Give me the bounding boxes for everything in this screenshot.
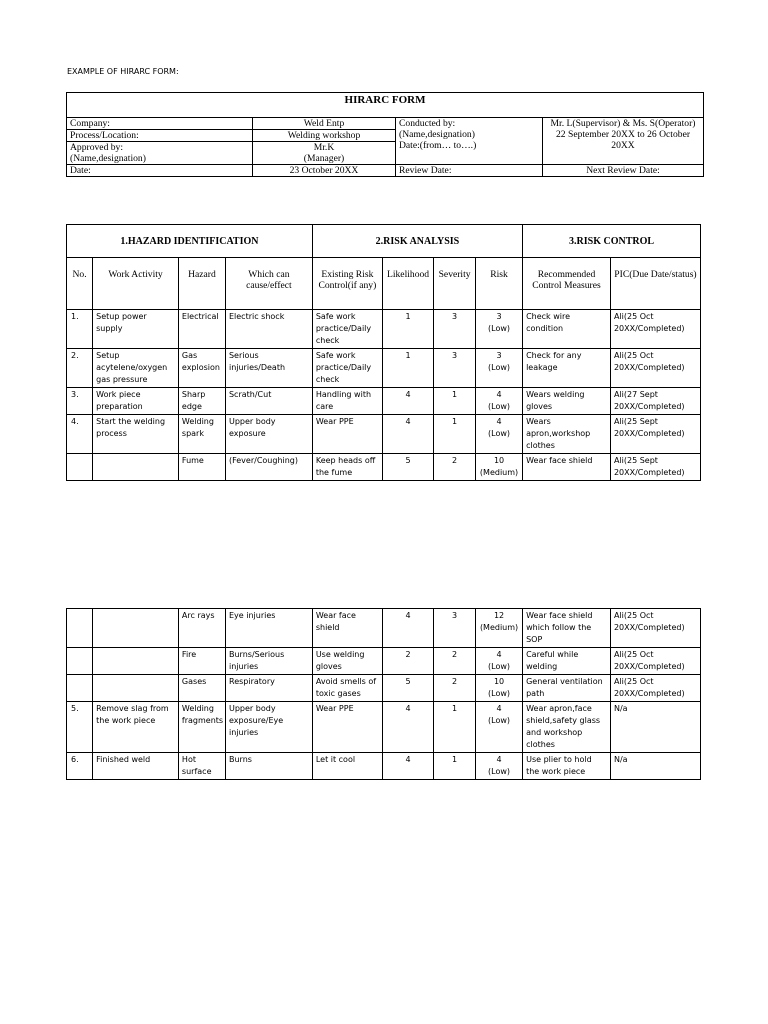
row-pic: Ali(27 Sept 20XX/Completed): [610, 388, 700, 415]
form-title: HIRARC FORM: [67, 93, 704, 118]
conducted-period: 22 September 20XX to 26 October 20XX: [556, 129, 691, 151]
row-severity: 3: [434, 349, 476, 388]
approved-value-cell: [253, 142, 396, 165]
row-cause-effect: Upper body exposure: [225, 415, 312, 454]
conducted-value-cell: [543, 118, 704, 165]
row-existing-control: Wear face shield: [312, 609, 382, 648]
row-likelihood: 4: [382, 415, 433, 454]
row-recommended: Wears apron,workshop clothes: [523, 415, 611, 454]
row-no: 5.: [67, 702, 93, 753]
col-severity: Severity: [434, 258, 476, 310]
row-risk: [476, 648, 523, 675]
risk-score: 10: [493, 677, 505, 686]
table-row: [67, 310, 701, 349]
row-cause-effect: Electric shock: [225, 310, 312, 349]
row-severity: 1: [434, 388, 476, 415]
row-no: 4.: [67, 415, 93, 454]
table-row: [67, 454, 701, 481]
conducted-value: Mr. L(Supervisor) & Ms. S(Operator): [550, 118, 696, 129]
row-recommended: Check for any leakage: [523, 349, 611, 388]
risk-score: 3: [496, 351, 502, 360]
col-no: No.: [67, 258, 93, 310]
row-existing-control: Safe work practice/Daily check: [312, 349, 382, 388]
row-recommended: Wear face shield: [523, 454, 611, 481]
col-existing-control: Existing Risk Control(if any): [312, 258, 382, 310]
row-existing-control: Use welding gloves: [312, 648, 382, 675]
row-pic: Ali(25 Oct 20XX/Completed): [610, 675, 700, 702]
row-risk: [476, 753, 523, 780]
col-work-activity: Work Activity: [93, 258, 179, 310]
section-risk-control: 3.RISK CONTROL: [523, 225, 701, 258]
row-existing-control: Wear PPE: [312, 702, 382, 753]
risk-score: 4: [496, 704, 502, 713]
row-work-activity: Setup acytelene/oxygen gas pressure: [93, 349, 179, 388]
row-existing-control: Wear PPE: [312, 415, 382, 454]
row-hazard: Gas explosion: [178, 349, 225, 388]
row-severity: 2: [434, 454, 476, 481]
table-row: [67, 648, 701, 675]
row-work-activity: [93, 675, 179, 702]
row-likelihood: 4: [382, 702, 433, 753]
hirarc-form-table: [66, 92, 704, 177]
row-no: [67, 648, 93, 675]
row-risk: [476, 609, 523, 648]
col-cause-effect: Which can cause/effect: [225, 258, 312, 310]
row-cause-effect: Upper body exposure/Eye injuries: [226, 702, 313, 753]
risk-level: (Low): [488, 662, 511, 671]
row-likelihood: 5: [382, 454, 433, 481]
approved-cell: [67, 142, 253, 165]
row-existing-control: Avoid smells of toxic gases: [312, 675, 382, 702]
row-risk: [476, 349, 523, 388]
table-row: [67, 702, 701, 753]
risk-score: 10: [493, 456, 505, 465]
risk-table-1: [66, 224, 701, 481]
col-hazard: Hazard: [178, 258, 225, 310]
section-hazard-identification: 1.HAZARD IDENTIFICATION: [67, 225, 313, 258]
row-pic: Ali(25 Sept 20XX/Completed): [610, 454, 700, 481]
row-cause-effect: Burns: [226, 753, 313, 780]
risk-level: (Low): [488, 402, 511, 411]
row-pic: Ali(25 Oct 20XX/Completed): [610, 310, 700, 349]
row-recommended: Wears welding gloves: [523, 388, 611, 415]
row-cause-effect: Eye injuries: [226, 609, 313, 648]
risk-level: (Low): [488, 767, 511, 776]
row-risk: [476, 388, 523, 415]
row-hazard: Welding spark: [178, 415, 225, 454]
table-row: [67, 415, 701, 454]
risk-level: (Low): [488, 324, 511, 333]
row-hazard: Fume: [178, 454, 225, 481]
row-cause-effect: Burns/Serious injuries: [226, 648, 313, 675]
risk-level: (Low): [488, 689, 511, 698]
row-likelihood: 4: [382, 388, 433, 415]
conducted-by-cell: [396, 118, 543, 165]
row-no: 1.: [67, 310, 93, 349]
row-risk: [476, 454, 523, 481]
row-no: [67, 454, 93, 481]
row-no: 6.: [67, 753, 93, 780]
row-cause-effect: Respiratory: [226, 675, 313, 702]
row-severity: 1: [434, 702, 476, 753]
approved-label: Approved by:: [70, 142, 124, 153]
next-review-date-label: Next Review Date:: [543, 165, 704, 177]
row-work-activity: Start the welding process: [93, 415, 179, 454]
row-hazard: Fire: [178, 648, 225, 675]
company-value: Weld Entp: [253, 118, 396, 130]
risk-table-2: [66, 608, 701, 780]
conducted-date: Date:(from… to….): [399, 140, 477, 151]
row-existing-control: Safe work practice/Daily check: [312, 310, 382, 349]
row-severity: 1: [434, 753, 476, 780]
risk-level: (Low): [488, 363, 511, 372]
row-cause-effect: Scrath/Cut: [225, 388, 312, 415]
row-recommended: Use plier to hold the work piece: [523, 753, 611, 780]
row-risk: [476, 702, 523, 753]
row-recommended: Check wire condition: [523, 310, 611, 349]
row-hazard: Welding fragments: [178, 702, 225, 753]
row-work-activity: Work piece preparation: [93, 388, 179, 415]
table-row: [67, 388, 701, 415]
page-caption: EXAMPLE OF HIRARC FORM:: [67, 67, 179, 76]
row-existing-control: Handling with care: [312, 388, 382, 415]
risk-score: 3: [496, 312, 502, 321]
row-severity: 2: [434, 648, 476, 675]
date-value: 23 October 20XX: [253, 165, 396, 177]
row-likelihood: 2: [382, 648, 433, 675]
row-severity: 3: [434, 310, 476, 349]
col-risk: Risk: [476, 258, 523, 310]
row-existing-control: Keep heads off the fume: [312, 454, 382, 481]
row-hazard: Hot surface: [178, 753, 225, 780]
company-label: Company:: [67, 118, 253, 130]
row-recommended: Careful while welding: [523, 648, 611, 675]
row-pic: Ali(25 Oct 20XX/Completed): [610, 648, 700, 675]
row-likelihood: 5: [382, 675, 433, 702]
col-pic: PIC(Due Date/status): [610, 258, 700, 310]
risk-level: (Medium): [479, 623, 519, 632]
row-hazard: Electrical: [178, 310, 225, 349]
row-existing-control: Let it cool: [312, 753, 382, 780]
row-hazard: Sharp edge: [178, 388, 225, 415]
row-pic: Ali(25 Sept 20XX/Completed): [610, 415, 700, 454]
table-row: [67, 675, 701, 702]
row-no: [67, 675, 93, 702]
table-row: [67, 609, 701, 648]
risk-score: 12: [493, 611, 505, 620]
process-label: Process/Location:: [67, 130, 253, 142]
risk-score: 4: [496, 390, 502, 399]
risk-level: (Low): [488, 716, 511, 725]
risk-score: 4: [496, 650, 502, 659]
row-work-activity: Finished weld: [93, 753, 179, 780]
row-work-activity: [93, 454, 179, 481]
row-likelihood: 4: [382, 753, 433, 780]
table-row: [67, 349, 701, 388]
row-hazard: Gases: [178, 675, 225, 702]
col-likelihood: Likelihood: [382, 258, 433, 310]
row-work-activity: [93, 648, 179, 675]
row-pic: Ali(25 Oct 20XX/Completed): [610, 349, 700, 388]
row-cause-effect: Serious injuries/Death: [225, 349, 312, 388]
risk-level: (Medium): [479, 468, 519, 477]
review-date-label: Review Date:: [396, 165, 543, 177]
risk-score: 4: [496, 755, 502, 764]
row-recommended: Wear apron,face shield,safety glass and workshop clothes: [523, 702, 611, 753]
conducted-sub: (Name,designation): [399, 129, 475, 140]
risk-score: 4: [496, 417, 502, 426]
row-pic: N/a: [610, 702, 700, 753]
process-value: Welding workshop: [253, 130, 396, 142]
table-row: [67, 753, 701, 780]
row-likelihood: 1: [382, 349, 433, 388]
row-no: [67, 609, 93, 648]
row-risk: [476, 310, 523, 349]
row-recommended: Wear face shield which follow the SOP: [523, 609, 611, 648]
row-likelihood: 1: [382, 310, 433, 349]
row-risk: [476, 675, 523, 702]
row-work-activity: Remove slag from the work piece: [93, 702, 179, 753]
col-recommended: Recommended Control Measures: [523, 258, 611, 310]
section-risk-analysis: 2.RISK ANALYSIS: [312, 225, 522, 258]
row-risk: [476, 415, 523, 454]
row-no: 3.: [67, 388, 93, 415]
row-pic: Ali(25 Oct 20XX/Completed): [610, 609, 700, 648]
row-hazard: Arc rays: [178, 609, 225, 648]
approved-sub: (Name,designation): [70, 153, 146, 164]
approved-value-sub: (Manager): [303, 153, 345, 164]
row-likelihood: 4: [382, 609, 433, 648]
row-no: 2.: [67, 349, 93, 388]
risk-level: (Low): [488, 429, 511, 438]
row-cause-effect: (Fever/Coughing): [225, 454, 312, 481]
row-severity: 2: [434, 675, 476, 702]
row-work-activity: Setup power supply: [93, 310, 179, 349]
row-recommended: General ventilation path: [523, 675, 611, 702]
conducted-label: Conducted by:: [399, 118, 456, 129]
row-pic: N/a: [610, 753, 700, 780]
date-label: Date:: [67, 165, 253, 177]
row-work-activity: [93, 609, 179, 648]
row-severity: 1: [434, 415, 476, 454]
approved-value: Mr.K: [313, 142, 335, 153]
row-severity: 3: [434, 609, 476, 648]
